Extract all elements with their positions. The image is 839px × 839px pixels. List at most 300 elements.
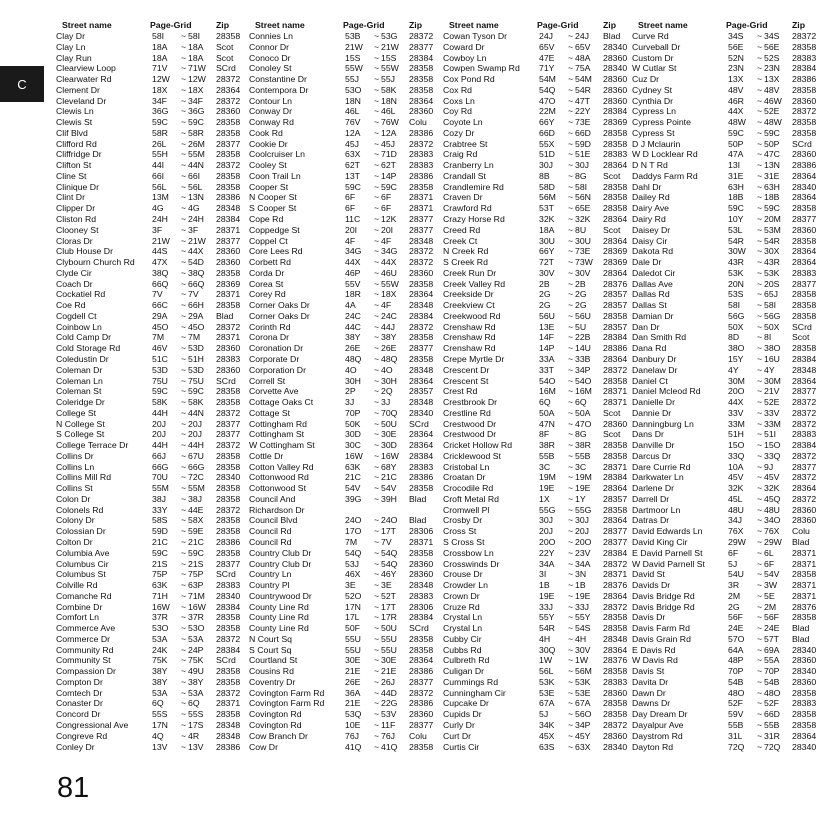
- page-grid-end: 58K: [381, 84, 397, 95]
- zip-code: 28384: [409, 52, 434, 63]
- index-row: [443, 149, 638, 160]
- index-row: [56, 203, 251, 214]
- street-name: Country Pl: [249, 580, 290, 591]
- zip-code: 28364: [409, 289, 434, 300]
- range-separator: ~: [757, 138, 763, 149]
- range-separator: ~: [568, 246, 574, 257]
- page-grid-end: 2Q: [381, 386, 393, 397]
- street-name: County Line Rd: [249, 612, 309, 623]
- range-separator: ~: [181, 558, 187, 569]
- zip-code: 28377: [216, 235, 241, 246]
- index-row: [443, 279, 638, 290]
- street-name: Dairy Ave: [632, 203, 670, 214]
- range-separator: ~: [757, 461, 763, 472]
- page-grid-end: 6L: [764, 547, 774, 558]
- page-grid-end: 22G: [381, 698, 398, 709]
- page-grid-end: 30V: [575, 267, 591, 278]
- street-name: Culbreth Rd: [443, 655, 490, 666]
- range-separator: ~: [757, 31, 763, 41]
- zip-code: 28348: [216, 203, 241, 214]
- zip-code: 28376: [792, 601, 817, 612]
- index-row: [56, 365, 251, 376]
- range-separator: ~: [181, 181, 187, 192]
- page-grid-end: 56U: [575, 310, 591, 321]
- range-separator: ~: [757, 633, 763, 644]
- range-separator: ~: [181, 353, 187, 364]
- page-grid-end: 30M: [764, 375, 781, 386]
- page-grid-start: 55B: [539, 450, 555, 461]
- range-separator: ~: [757, 149, 763, 160]
- zip-code: 28371: [792, 580, 817, 591]
- page-grid-end: 58I: [188, 31, 201, 41]
- street-name: Daniel Ct: [632, 375, 668, 386]
- range-separator: ~: [757, 310, 763, 321]
- page-grid-start: 14P: [539, 343, 555, 354]
- page-grid-start: 7M: [152, 332, 165, 343]
- page-grid-start: 24K: [152, 644, 168, 655]
- range-separator: ~: [568, 224, 574, 235]
- street-name: Davids Dr: [632, 580, 671, 591]
- range-separator: ~: [568, 698, 574, 709]
- street-name: Cricket Hollow Rd: [443, 440, 513, 451]
- page-grid-start: 52F: [728, 698, 743, 709]
- page-grid-start: 52O: [345, 590, 362, 601]
- range-separator: ~: [181, 547, 187, 558]
- page-grid-end: 30E: [381, 429, 397, 440]
- street-name: Craig Rd: [443, 149, 478, 160]
- index-row: [56, 149, 251, 160]
- street-name: Coy Rd: [443, 106, 472, 117]
- street-name: Darlene Dr: [632, 483, 675, 494]
- page-grid-start: 53J: [345, 558, 360, 569]
- page-grid-start: 39G: [345, 493, 362, 504]
- index-row: [249, 343, 444, 354]
- page-grid-end: 52T: [381, 590, 396, 601]
- range-separator: ~: [374, 450, 380, 461]
- range-separator: ~: [181, 720, 187, 730]
- page-grid-end: 53D: [188, 343, 204, 354]
- page-grid-end: 34P: [575, 720, 591, 730]
- index-row: [56, 494, 251, 505]
- page-grid-end: 4R: [188, 730, 200, 741]
- street-name: Cross St: [443, 526, 477, 537]
- page-grid-header: Page-Grid: [726, 20, 768, 30]
- street-name: Davis Farm Rd: [632, 623, 690, 634]
- index-row: [443, 483, 638, 494]
- page-grid-end: 55W: [381, 63, 399, 74]
- street-name: Commerce Ave: [56, 623, 116, 634]
- range-separator: ~: [757, 687, 763, 698]
- street-name: Coleman St: [56, 386, 102, 397]
- zip-code: 28371: [216, 289, 241, 300]
- page-grid-end: 38Y: [381, 332, 397, 343]
- column-header: [443, 20, 638, 31]
- index-column: [632, 20, 827, 752]
- range-separator: ~: [374, 698, 380, 709]
- page-grid-end: 14P: [381, 170, 397, 181]
- page-grid-end: 66Q: [188, 278, 205, 289]
- page-grid-end: 54D: [188, 257, 204, 268]
- page-grid-start: 55H: [152, 149, 168, 160]
- range-separator: ~: [757, 160, 763, 171]
- street-name: Cynthia Dr: [632, 95, 674, 106]
- page-grid-end: 4Y: [764, 364, 775, 375]
- page-grid-end: 2M: [764, 601, 777, 612]
- street-name: Columbia Ave: [56, 547, 110, 558]
- zip-code: 28358: [216, 450, 241, 461]
- index-row: [249, 419, 444, 430]
- page-grid-start: 75K: [152, 655, 168, 666]
- page-grid-end: 56L: [188, 181, 203, 192]
- index-row: [249, 365, 444, 376]
- page-grid-end: 67U: [188, 450, 204, 461]
- page-grid-start: 12W: [152, 74, 170, 85]
- street-name: Country Club Dr: [249, 547, 312, 558]
- index-row: [443, 192, 638, 203]
- range-separator: ~: [374, 300, 380, 311]
- index-row: [56, 677, 251, 688]
- street-name: Coleman Dr: [56, 364, 103, 375]
- index-row: [249, 472, 444, 483]
- street-name: Clipper Dr: [56, 203, 96, 214]
- page-grid-start: 41Q: [345, 741, 362, 752]
- index-row: [632, 376, 827, 387]
- index-row: [249, 537, 444, 548]
- range-separator: ~: [181, 170, 187, 181]
- street-name: David St: [632, 569, 665, 580]
- range-separator: ~: [181, 63, 187, 74]
- page-grid-end: 34G: [381, 246, 398, 257]
- street-name: Country Ln: [249, 569, 292, 580]
- range-separator: ~: [181, 450, 187, 461]
- zip-code: 28348: [409, 300, 434, 311]
- page-grid-end: 34F: [188, 95, 203, 106]
- range-separator: ~: [568, 343, 574, 354]
- page-grid-end: 22B: [575, 332, 591, 343]
- page-grid-start: 58I: [152, 31, 165, 41]
- index-row: [249, 311, 444, 322]
- zip-code: 28377: [603, 526, 628, 537]
- range-separator: ~: [181, 235, 187, 246]
- page-grid-end: 30J: [575, 515, 590, 526]
- range-separator: ~: [181, 429, 187, 440]
- range-separator: ~: [374, 192, 380, 203]
- page-grid-start: 50F: [345, 623, 360, 634]
- street-name: College St: [56, 407, 97, 418]
- index-row: [56, 376, 251, 387]
- page-grid-start: 18A: [152, 41, 168, 52]
- range-separator: ~: [757, 192, 763, 203]
- index-row: [443, 515, 638, 526]
- page-grid-end: 30U: [575, 235, 591, 246]
- index-row: [443, 602, 638, 613]
- page-grid-start: 53Q: [345, 709, 362, 720]
- range-separator: ~: [568, 257, 574, 268]
- page-grid-end: 48W: [764, 117, 782, 128]
- page-grid-start: 30Q: [539, 644, 556, 655]
- index-row: [632, 580, 827, 591]
- page-grid-start: 21W: [345, 41, 363, 52]
- page-grid-end: 23V: [575, 547, 591, 558]
- zip-code: 28358: [216, 127, 241, 138]
- page-grid-start: 33A: [539, 353, 555, 364]
- page-grid-start: 1W: [539, 655, 553, 666]
- zip-code: 28360: [792, 504, 817, 515]
- page-grid-start: 12A: [345, 127, 361, 138]
- index-row: [56, 225, 251, 236]
- zip-code: 28377: [216, 429, 241, 440]
- zip-code: 28376: [603, 580, 628, 591]
- page-grid-start: 34J: [728, 515, 743, 526]
- page-grid-end: 58X: [188, 515, 204, 526]
- zip-code: 28372: [409, 31, 434, 41]
- page-grid-start: 18R: [345, 289, 361, 300]
- street-name: Clint Dr: [56, 192, 85, 203]
- zip-code: 28386: [409, 127, 434, 138]
- street-name: Danelaw Dr: [632, 364, 678, 375]
- zip-code: 28358: [216, 300, 241, 311]
- street-name: Corona Dr: [249, 332, 290, 343]
- zip-code: 28364: [792, 170, 817, 181]
- page-grid-end: 41Q: [381, 741, 398, 752]
- range-separator: ~: [757, 300, 763, 311]
- range-separator: ~: [568, 41, 574, 52]
- index-row: [632, 182, 827, 193]
- index-row: [249, 548, 444, 559]
- street-name: Cowboy Ln: [443, 52, 487, 63]
- zip-code: 28371: [216, 698, 241, 709]
- page-grid-end: 18X: [188, 84, 204, 95]
- street-name: Clewis Ln: [56, 106, 94, 117]
- page-grid-start: 30M: [728, 375, 745, 386]
- index-row: [249, 408, 444, 419]
- index-row: [632, 451, 827, 462]
- street-name: Davis Bridge Rd: [632, 601, 695, 612]
- page-grid-start: 34G: [345, 246, 362, 257]
- page-grid-end: 52S: [764, 52, 780, 63]
- street-name: Cupcake Dr: [443, 698, 489, 709]
- street-index: [56, 20, 839, 752]
- page-grid-end: 62T: [381, 160, 396, 171]
- index-row: [632, 246, 827, 257]
- page-grid-start: 59C: [345, 181, 361, 192]
- zip-code: 28360: [409, 558, 434, 569]
- page-grid-start: 17L: [345, 612, 360, 623]
- page-grid-end: 18X: [381, 289, 397, 300]
- street-name: Colossian Dr: [56, 526, 106, 537]
- index-row: [632, 526, 827, 537]
- zip-code: 28386: [409, 666, 434, 677]
- page-grid-start: 53O: [345, 84, 362, 95]
- zip-code: 28358: [792, 203, 817, 214]
- zip-code: 28306: [409, 601, 434, 612]
- page-grid-end: 24O: [381, 515, 398, 526]
- street-name: Cold Camp Dr: [56, 332, 112, 343]
- street-name: Contour Ln: [249, 95, 292, 106]
- zip-code: 28377: [792, 278, 817, 289]
- range-separator: ~: [757, 440, 763, 451]
- street-name: Crenshaw Rd: [443, 321, 496, 332]
- range-separator: ~: [757, 63, 763, 74]
- page-grid-start: 33J: [539, 601, 554, 612]
- page-grid-end: 59C: [188, 386, 204, 397]
- index-row: [443, 117, 638, 128]
- street-name: Cox Rd: [443, 84, 472, 95]
- range-separator: ~: [374, 41, 380, 52]
- zip-code: 28358: [792, 720, 817, 730]
- zip-code: SCrd: [792, 321, 812, 332]
- index-row: [443, 569, 638, 580]
- zip-code: 28377: [409, 676, 434, 687]
- range-separator: ~: [181, 321, 187, 332]
- page-grid-header: Page-Grid: [150, 20, 192, 30]
- page-grid-end: 4F: [381, 300, 392, 311]
- page-grid-start: 18B: [728, 192, 744, 203]
- page-grid-start: 46R: [728, 95, 744, 106]
- page-grid-start: 53E: [539, 687, 555, 698]
- street-name: Dan Dr: [632, 321, 660, 332]
- index-row: [249, 742, 444, 753]
- index-row: [443, 451, 638, 462]
- zip-code: 28377: [409, 41, 434, 52]
- index-row: [632, 85, 827, 96]
- street-name-header: Street name: [449, 20, 499, 30]
- page-grid-end: 51H: [188, 353, 204, 364]
- street-name: Cromwell Pl: [443, 504, 490, 515]
- page-grid-end: 55U: [381, 633, 397, 644]
- street-name: Cleveland Dr: [56, 95, 107, 106]
- index-row: [56, 311, 251, 322]
- page-grid-end: 4H: [575, 633, 587, 644]
- zip-code: 28371: [409, 536, 434, 547]
- range-separator: ~: [757, 709, 763, 720]
- page-grid-start: 24E: [728, 623, 744, 634]
- zip-code: SCrd: [216, 63, 236, 74]
- range-separator: ~: [757, 407, 763, 418]
- zip-code: 28372: [603, 720, 628, 730]
- index-row: [632, 96, 827, 107]
- street-name: Croft Metal Rd: [443, 493, 500, 504]
- range-separator: ~: [757, 504, 763, 515]
- range-separator: ~: [568, 138, 574, 149]
- zip-code: 28358: [792, 612, 817, 623]
- index-row: [56, 537, 251, 548]
- page-grid-end: 31E: [764, 170, 780, 181]
- index-row: [443, 160, 638, 171]
- index-row: [56, 408, 251, 419]
- street-name: Community St: [56, 655, 111, 666]
- range-separator: ~: [757, 106, 763, 117]
- page-grid-end: 6F: [381, 203, 392, 214]
- page-grid-end: 37R: [188, 612, 204, 623]
- page-grid-start: 15O: [728, 440, 745, 451]
- page-grid-end: 8I: [764, 332, 772, 343]
- zip-code: 28372: [216, 504, 241, 515]
- zip-code: 28358: [792, 310, 817, 321]
- index-row: [632, 300, 827, 311]
- range-separator: ~: [374, 536, 380, 547]
- index-row: [249, 31, 444, 42]
- street-name: S Cross St: [443, 536, 485, 547]
- range-separator: ~: [181, 95, 187, 106]
- page-grid-start: 43R: [728, 257, 744, 268]
- index-row: [249, 451, 444, 462]
- range-separator: ~: [568, 418, 574, 429]
- street-name: Crosswinds Dr: [443, 558, 500, 569]
- zip-code: Blad: [409, 493, 427, 504]
- page-grid-start: 6Q: [539, 397, 551, 408]
- page-grid-end: 4O: [381, 364, 393, 375]
- page-grid-start: 8D: [728, 332, 740, 343]
- page-grid-start: 13T: [345, 170, 360, 181]
- index-row: [56, 440, 251, 451]
- page-grid-start: 44H: [152, 440, 168, 451]
- street-name: Cow Dr: [249, 741, 278, 752]
- zip-code: 28357: [409, 386, 434, 397]
- range-separator: ~: [181, 569, 187, 580]
- index-row: [56, 343, 251, 354]
- range-separator: ~: [757, 623, 763, 634]
- page-grid-end: 4G: [188, 203, 200, 214]
- page-grid-end: 30V: [575, 644, 591, 655]
- page-grid-start: 11C: [345, 214, 361, 225]
- page-grid-end: 56O: [575, 709, 592, 720]
- page-grid-start: 54M: [539, 74, 556, 85]
- street-name: Crabtree St: [443, 138, 488, 149]
- range-separator: ~: [568, 117, 574, 128]
- page-grid-start: 6Q: [152, 698, 164, 709]
- index-row: [632, 720, 827, 731]
- zip-code: 28348: [792, 364, 817, 375]
- range-separator: ~: [374, 397, 380, 408]
- zip-code: 28358: [216, 623, 241, 634]
- page-grid-start: 6F: [345, 192, 356, 203]
- index-row: [249, 279, 444, 290]
- street-name: S Cooper St: [249, 203, 297, 214]
- street-name: Corea St: [249, 278, 284, 289]
- index-row: [632, 332, 827, 343]
- range-separator: ~: [374, 95, 380, 106]
- zip-code: 28348: [409, 580, 434, 591]
- page-grid-end: 3N: [575, 569, 587, 580]
- street-name: W David Parnell St: [632, 558, 705, 569]
- page-grid-end: 55M: [188, 149, 205, 160]
- street-name: Cold Storage Rd: [56, 343, 121, 354]
- street-name: Croatan Dr: [443, 472, 486, 483]
- page-grid-end: 2G: [575, 300, 587, 311]
- page-grid-end: 32K: [575, 214, 591, 225]
- index-row: [249, 645, 444, 656]
- page-grid-start: 32K: [539, 214, 555, 225]
- index-row: [443, 203, 638, 214]
- page-grid-start: 33M: [728, 418, 745, 429]
- page-grid-start: 8B: [539, 170, 550, 181]
- range-separator: ~: [568, 741, 574, 752]
- page-grid-start: 30W: [728, 246, 746, 257]
- index-row: [632, 505, 827, 516]
- range-separator: ~: [181, 580, 187, 591]
- page-grid-start: 34K: [539, 720, 555, 730]
- index-row: [56, 451, 251, 462]
- page-grid-start: 47O: [539, 95, 556, 106]
- street-name: W Cottingham St: [249, 440, 315, 451]
- page-grid-start: 59C: [728, 127, 744, 138]
- page-grid-start: 4H: [539, 633, 551, 644]
- range-separator: ~: [374, 558, 380, 569]
- zip-code: 28371: [603, 569, 628, 580]
- zip-code: 28371: [409, 192, 434, 203]
- street-name: Cottonwood St: [249, 483, 306, 494]
